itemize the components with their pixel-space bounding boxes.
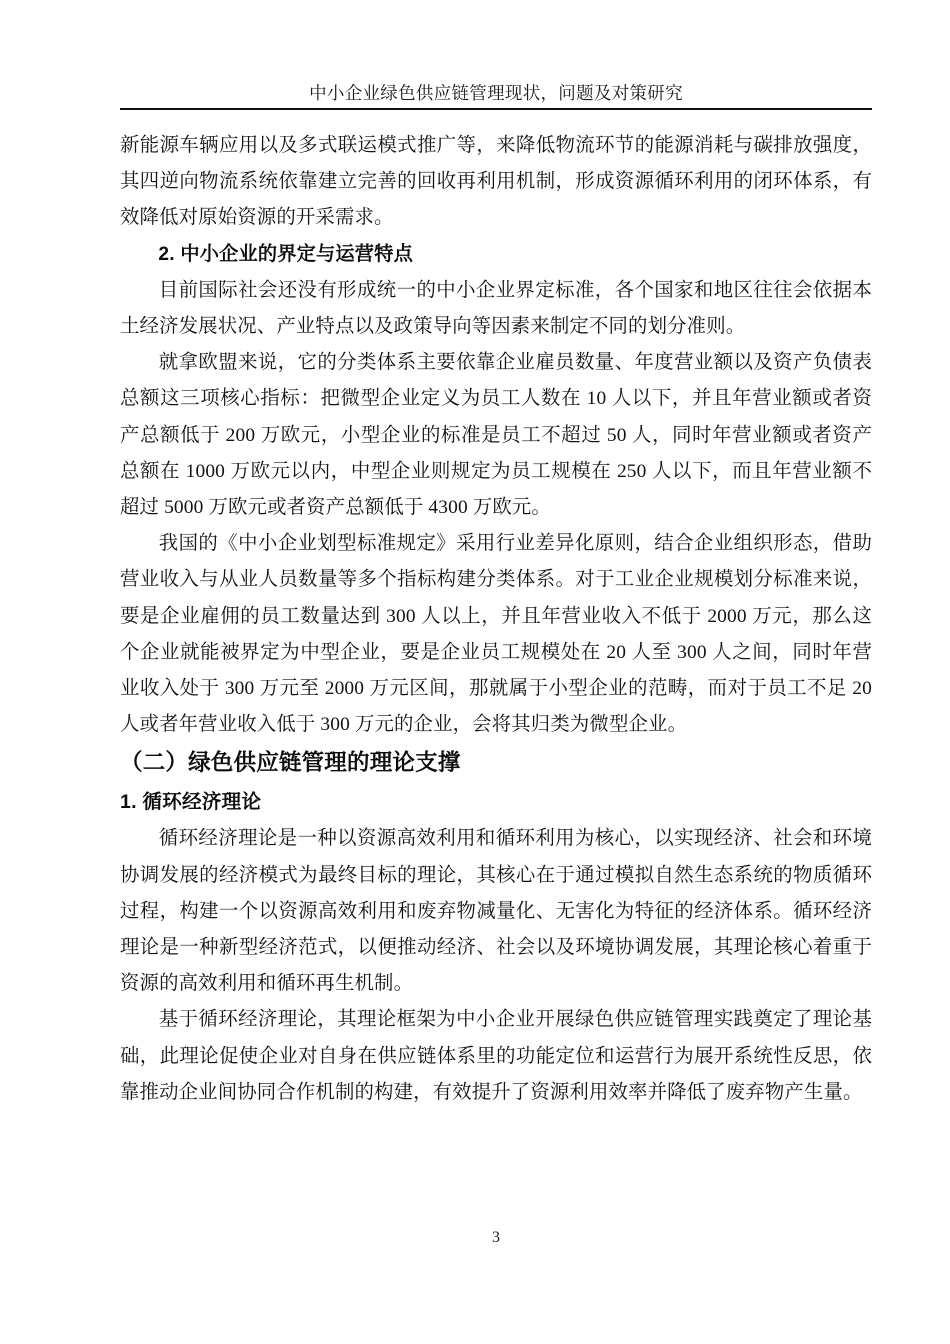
body-paragraph: 循环经济理论是一种以资源高效利用和循环利用为核心，以实现经济、社会和环境协调发展的经济模式为最终目标的理论，其核心在于通过模拟自然生态系统的物质循环过程，构建一个以资源高效利用和废弃物减量化、无害化为特征的经济体系。循环经济理论是一种新型经济范式，以便推动经济、社会以及环境协调发展，其理论核心着重于资源的高效利用和循环再生机制。	[120, 828, 872, 995]
page-footer	[120, 1228, 872, 1248]
header-title: 中小企业绿色供应链管理现状，问题及对策研究	[309, 83, 683, 103]
heading-enterprise-definition: 2. 中小企业的界定与运营特点	[158, 243, 413, 265]
document-body	[120, 128, 872, 1111]
body-paragraph: 新能源车辆应用以及多式联运模式推广等，来降低物流环节的能源消耗与碳排放强度，其四逆向物流系统依靠建立完善的回收再利用机制，形成资源循环利用的闭环体系，有效降低对原始资源的开采需求。	[120, 135, 872, 229]
heading-theory-support: （二）绿色供应链管理的理论支撑	[120, 750, 461, 776]
page-number: 3	[492, 1229, 500, 1246]
header-divider	[120, 108, 872, 110]
heading-circular-economy-theory: 1. 循环经济理论	[120, 791, 262, 814]
body-paragraph: 我国的《中小企业划型标准规定》采用行业差异化原则，结合企业组织形态，借助营业收入与从业人员数量等多个指标构建分类体系。对于工业企业规模划分标准来说，要是企业雇佣的员工数量达到 300 人以上，并且年营业收入不低于 2000 万元，那么这个企业就能被界定为中型企业，要是企业员工规模处在 20 人至 300 人之间，同时年营业收入处于 300 万元至 2000 万元区间，那就属于小型企业的范畴，而对于员工不足 20 人或者年营业收入低于 300 万元的企业，会将其归类为微型企业。	[120, 533, 872, 736]
body-paragraph: 目前国际社会还没有形成统一的中小企业界定标准，各个国家和地区往往会依据本土经济发展状况、产业特点以及政策导向等因素来制定不同的划分准则。	[120, 279, 872, 338]
running-header	[120, 80, 872, 110]
body-paragraph: 就拿欧盟来说，它的分类体系主要依靠企业雇员数量、年度营业额以及资产负债表总额这三项核心指标：把微型企业定义为员工人数在 10 人以下，并且年营业额或者资产总额低于 200 万欧元，小型企业的标准是员工不超过 50 人，同时年营业额或者资产总额在 1000 万欧元以内，中型企业则规定为员工规模在 250 人以下，而且年营业额不超过 5000 万欧元或者资产总额低于 4300 万欧元。	[120, 352, 872, 519]
body-paragraph: 基于循环经济理论，其理论框架为中小企业开展绿色供应链管理实践奠定了理论基础，此理论促使企业对自身在供应链体系里的功能定位和运营行为展开系统性反思，依靠推动企业间协同合作机制的构建，有效提升了资源利用效率并降低了废弃物产生量。	[120, 1009, 872, 1103]
